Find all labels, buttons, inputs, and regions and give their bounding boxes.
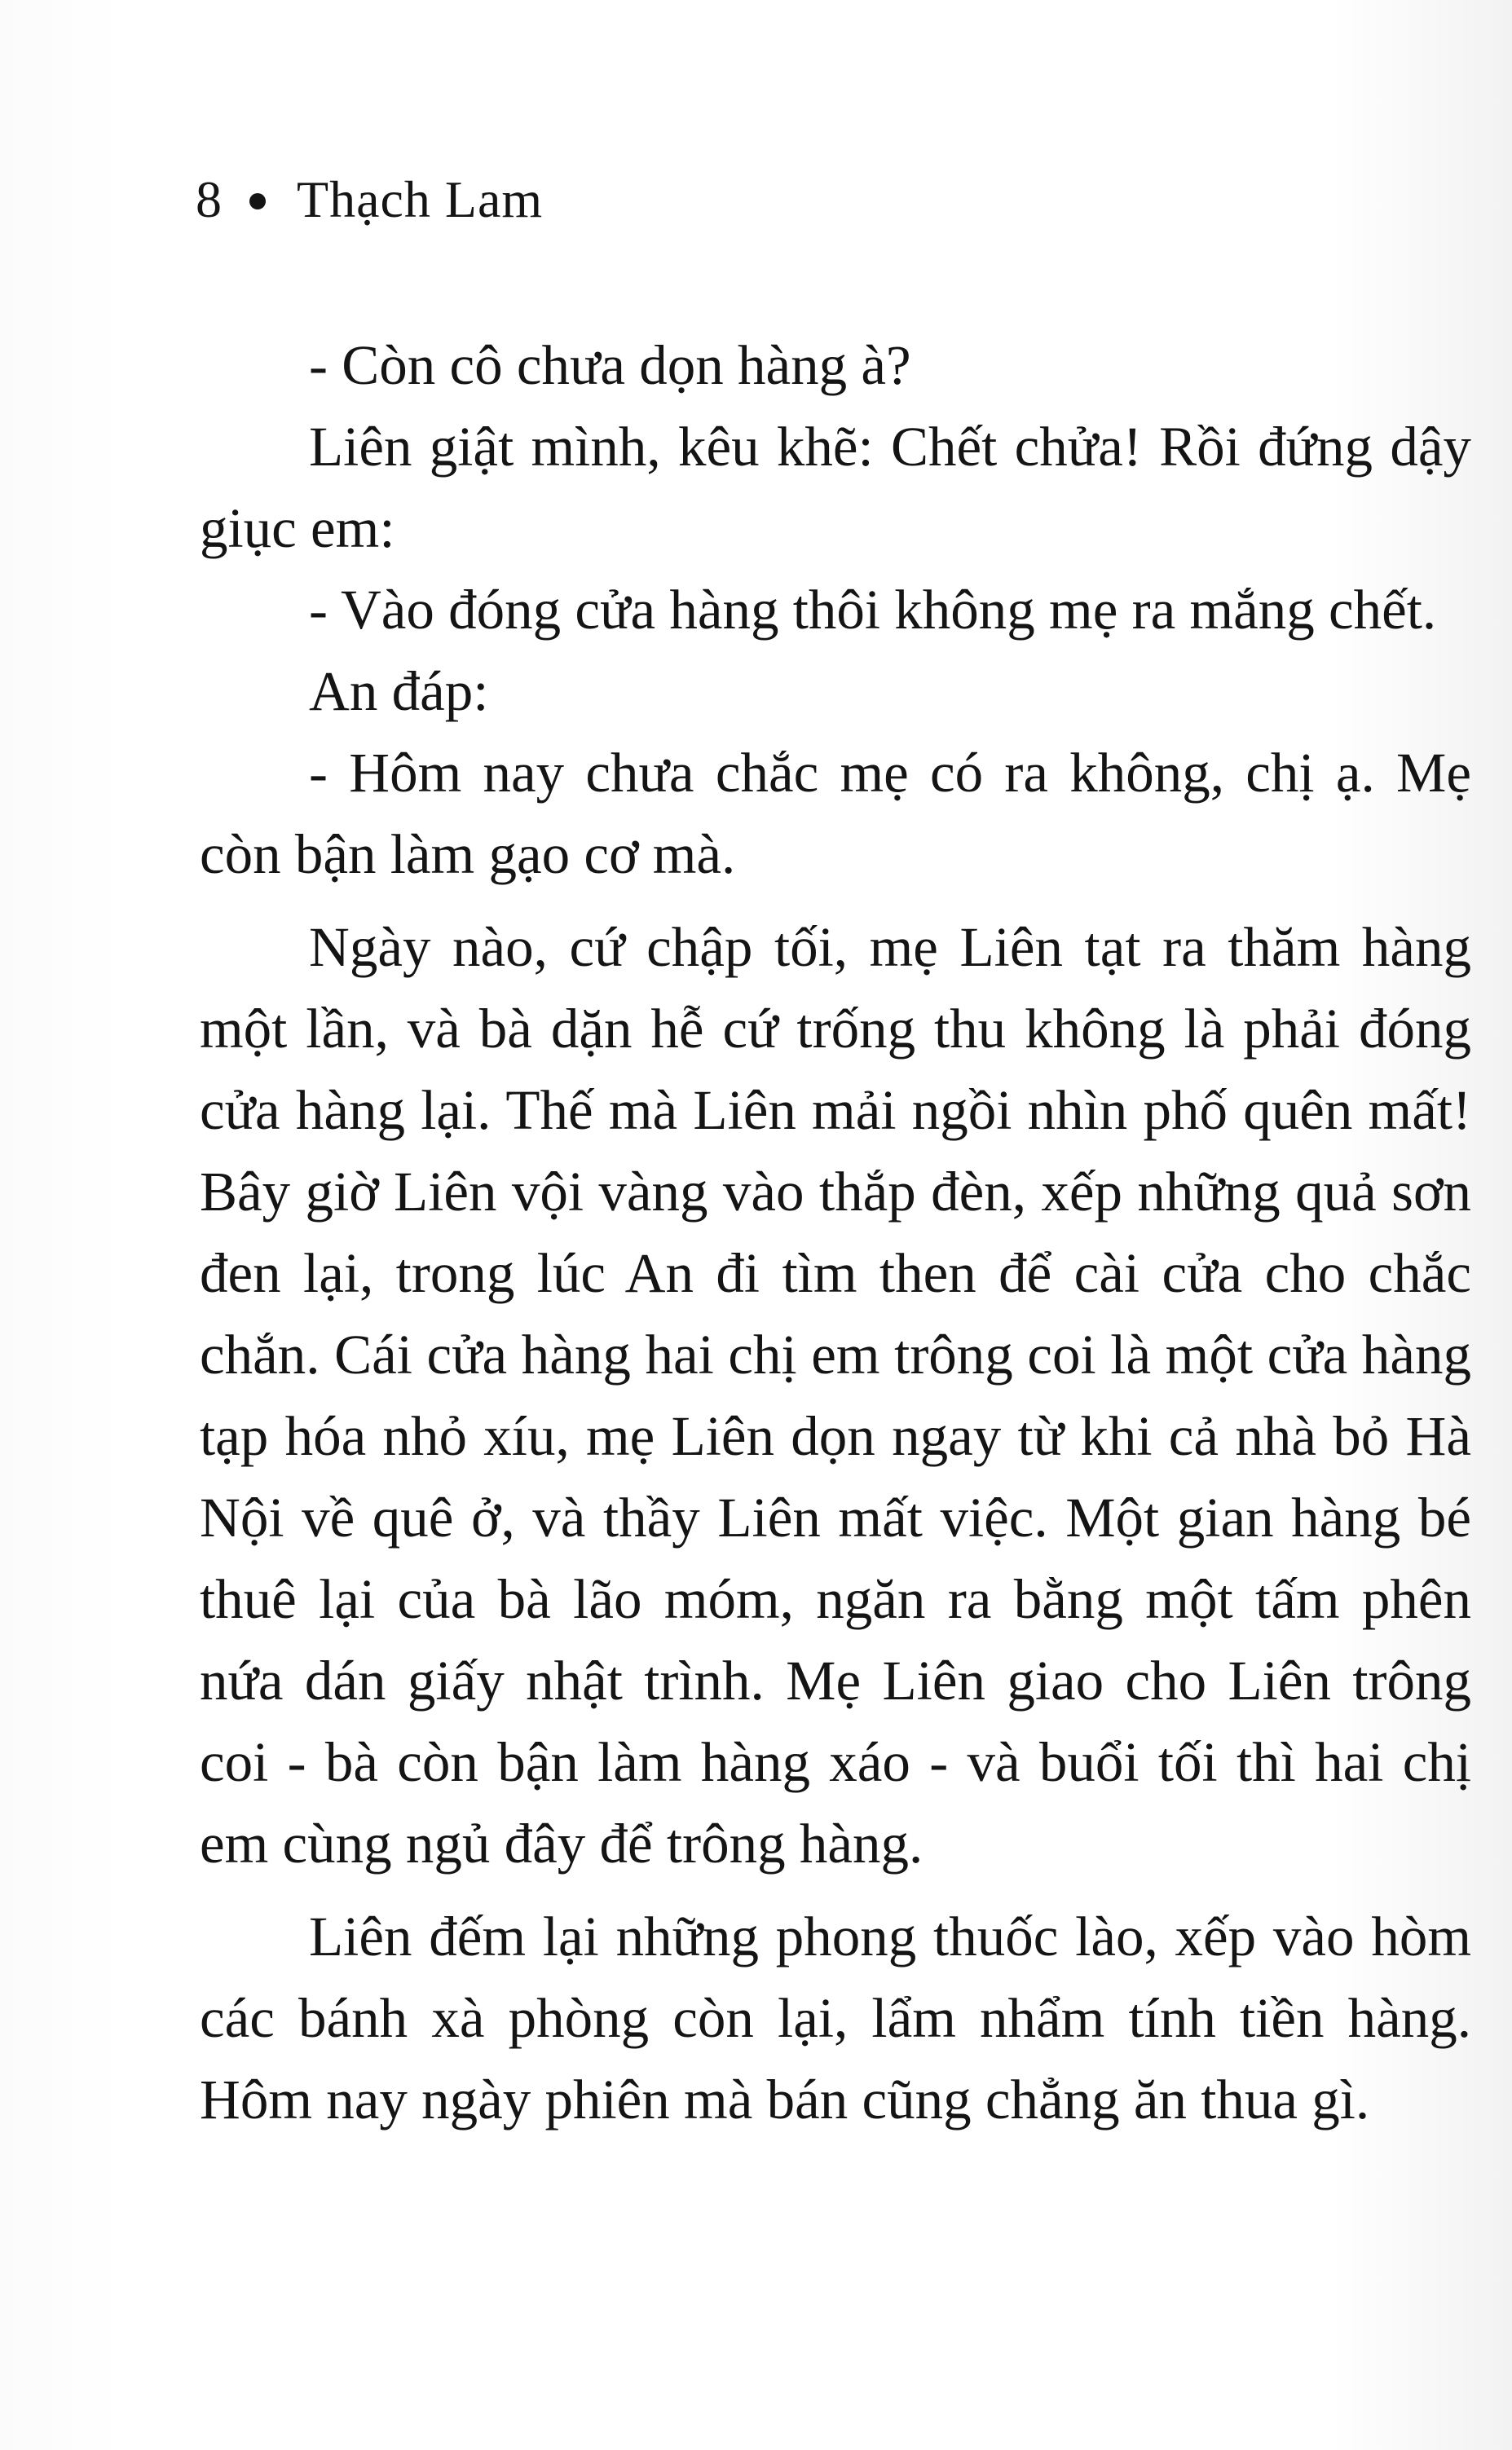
page-number: 8 (196, 170, 222, 228)
paragraph-6: Ngày nào, cứ chập tối, mẹ Liên tạt ra thăm hàng một lần, và bà dặn hễ cứ trống thu không là phải đóng cửa hàng lại. Thế mà Liên mải ngồi nhìn phố quên mất! Bây giờ Liên vội vàng vào thắp đèn, xếp những quả sơn đen lại, trong lúc An đi tìm then để cài cửa cho chắc chắn. Cái cửa hàng hai chị em trông coi là một cửa hàng tạp hóa nhỏ xíu, mẹ Liên dọn ngay từ khi cả nhà bỏ Hà Nội về quê ở, và thầy Liên mất việc. Một gian hàng bé thuê lại của bà lão móm, ngăn ra bằng một tấm phên nứa dán giấy nhật trình. Mẹ Liên giao cho Liên trông coi - bà còn bận làm hàng xáo - và buổi tối thì hai chị em cùng ngủ đây để trông hàng. (200, 916, 1471, 1875)
paragraph-7: Liên đếm lại những phong thuốc lào, xếp vào hòm các bánh xà phòng còn lại, lẩm nhẩm tính tiền hàng. Hôm nay ngày phiên mà bán cũng chẳng ăn thua gì. (200, 1906, 1471, 2131)
paragraph-4: An đáp: (309, 660, 489, 722)
paragraph-5: - Hôm nay chưa chắc mẹ có ra không, chị ạ. Mẹ còn bận làm gạo cơ mà. (200, 742, 1471, 885)
bullet-dot-icon (249, 193, 266, 209)
author-name: Thạch Lam (297, 170, 544, 228)
running-head (196, 167, 543, 232)
paragraph-3: - Vào đóng cửa hàng thôi không mẹ ra mắng chết. (309, 579, 1437, 641)
paragraph-1: - Còn cô chưa dọn hàng à? (309, 334, 911, 396)
body-text (200, 324, 1471, 2140)
paragraph-2: Liên giật mình, kêu khẽ: Chết chửa! Rồi đứng dậy giục em: (200, 416, 1471, 559)
